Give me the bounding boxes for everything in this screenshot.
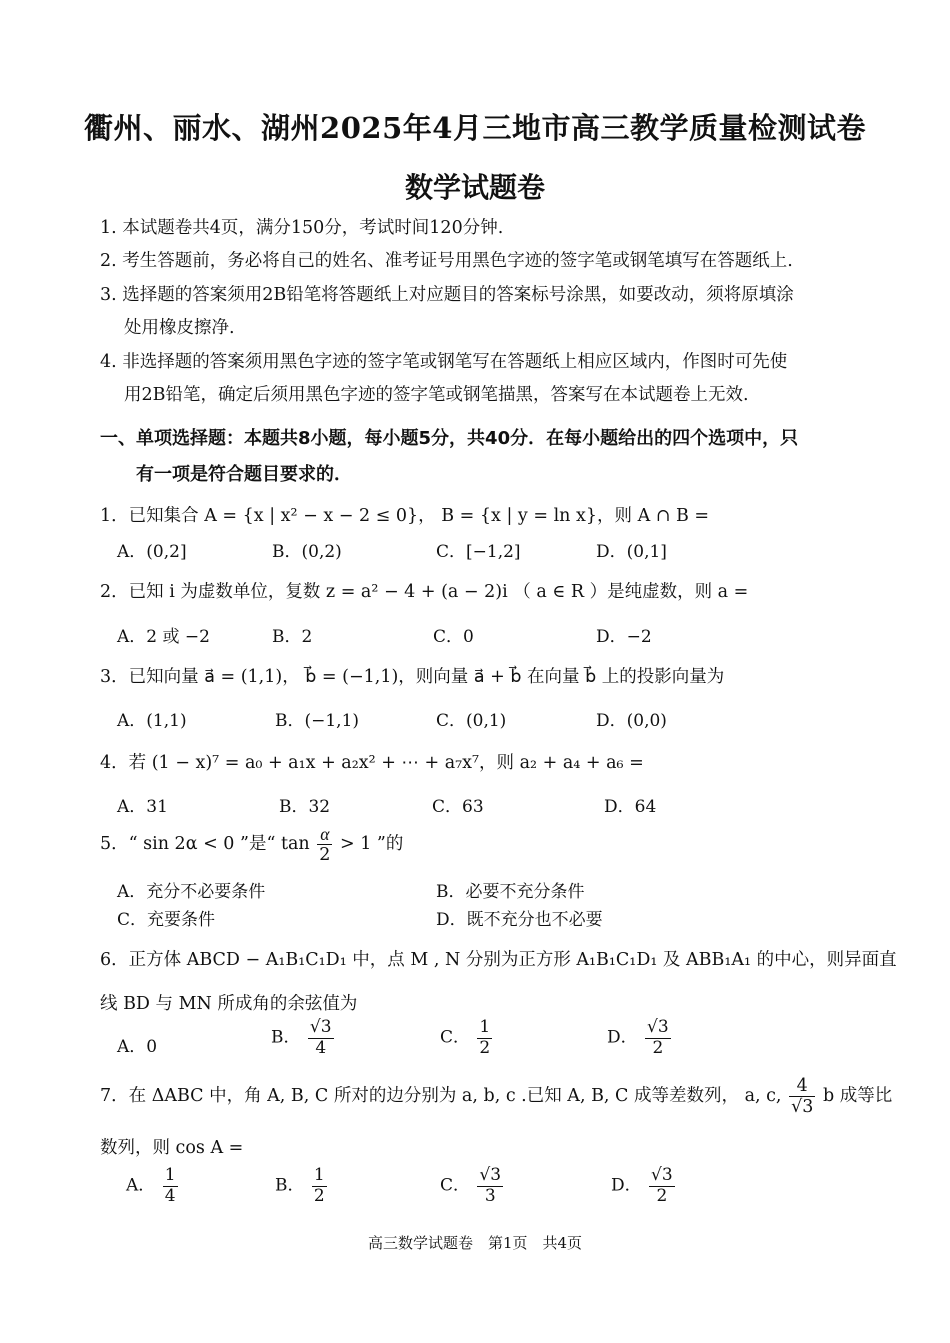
q5-option-d: D．既不充分也不必要 (436, 910, 603, 930)
q6-option-c (440, 1018, 494, 1058)
q7-option-a-den: 4 (164, 1185, 176, 1206)
q2-option-d: D．−2 (596, 627, 652, 647)
q6-option-c-fraction (477, 1018, 492, 1058)
q6-option-d-fraction (645, 1018, 671, 1058)
q4-option-a: A．31 (117, 797, 168, 817)
q7-stem-part-a: 7．在 ΔABC 中，角 A, B, C 所对的边分别为 a, b, c .已知 A, B, C 成等差数列， a, c, (100, 1086, 782, 1107)
q5-stem-part-a: 5．“ sin 2α < 0 ”是“ tan (100, 834, 310, 855)
q6-option-b-label: B． (271, 1027, 301, 1048)
q7-option-d-den: 2 (656, 1185, 668, 1206)
instruction-3: 3. 选择题的答案须用2B铅笔将答题纸上对应题目的答案标号涂黑，如要改动，须将原填涂 (100, 285, 794, 305)
question-7-stem (100, 1076, 892, 1117)
question-2-stem: 2．已知 i 为虚数单位，复数 z = a² − 4 + (a − 2)i （ a ∈ R ）是纯虚数，则 a = (100, 582, 749, 602)
q7-option-c-label: C． (440, 1175, 471, 1196)
instruction-1: 1. 本试题卷共4页，满分150分，考试时间120分钟. (100, 218, 504, 238)
q6-option-b (271, 1018, 336, 1058)
instruction-4: 4. 非选择题的答案须用黑色字迹的签字笔或钢笔写在答题纸上相应区域内，作图时可先使 (100, 352, 788, 372)
q7-fraction-num: 4 (789, 1076, 815, 1097)
q7-fraction (789, 1076, 815, 1117)
q6-option-d (607, 1018, 673, 1058)
q2-option-a: A．2 或 −2 (117, 627, 210, 647)
section-heading-cont: 有一项是符合题目要求的． (136, 464, 352, 485)
q7-option-a (126, 1166, 180, 1206)
q5-option-b: B．必要不充分条件 (436, 882, 585, 902)
q6-option-d-label: D． (607, 1027, 638, 1048)
q7-option-c (440, 1166, 505, 1206)
q7-option-d (611, 1166, 677, 1206)
q7-option-a-fraction (163, 1166, 178, 1206)
q7-option-c-fraction (477, 1166, 503, 1206)
q4-option-c: C．63 (432, 797, 484, 817)
q1-option-d: D．(0,1] (596, 542, 667, 562)
question-5-stem (100, 824, 403, 865)
q7-option-d-fraction (649, 1166, 675, 1206)
q1-option-a: A．(0,2] (117, 542, 187, 562)
q5-option-c: C．充要条件 (117, 910, 216, 930)
q7-option-b-den: 2 (313, 1185, 325, 1206)
q6-option-b-num: √3 (309, 1017, 332, 1037)
q6-option-a: A．0 (117, 1037, 158, 1057)
q7-option-c-num: √3 (479, 1165, 502, 1185)
q4-option-b: B．32 (279, 797, 331, 817)
page-title: 衢州、丽水、湖州2025年4月三地市高三教学质量检测试卷 (84, 111, 866, 145)
question-1-stem: 1．已知集合 A = {x | x² − x − 2 ≤ 0}， B = {x | y = ln x}，则 A ∩ B = (100, 506, 710, 526)
q5-fraction-num: α (317, 824, 332, 845)
instruction-2: 2. 考生答题前，务必将自己的姓名、准考证号用黑色字迹的签字笔或钢笔填写在答题纸上. (100, 251, 793, 271)
q7-stem-part-b: b 成等比 (822, 1086, 893, 1107)
page-subtitle: 数学试题卷 (404, 171, 545, 204)
q7-option-a-label: A． (126, 1175, 156, 1196)
q7-option-a-num: 1 (164, 1165, 176, 1185)
q3-option-a: A．(1,1) (117, 711, 187, 731)
q6-option-d-num: √3 (647, 1017, 669, 1037)
instruction-3-cont: 处用橡皮擦净. (124, 318, 235, 338)
instruction-4-cont: 用2B铅笔，确定后须用黑色字迹的签字笔或钢笔描黑，答案写在本试题卷上无效. (124, 385, 749, 405)
section-heading: 一、单项选择题：本题共8小题，每小题5分，共40分．在每小题给出的四个选项中，只 (100, 428, 799, 449)
q2-option-c: C．0 (433, 627, 474, 647)
q6-option-b-den: 4 (315, 1037, 327, 1058)
q2-option-b: B．2 (272, 627, 313, 647)
q7-fraction-den: √3 (791, 1097, 814, 1118)
page-footer: 高三数学试题卷 第1页 共4页 (367, 1234, 583, 1252)
q1-option-c: C．[−1,2] (436, 542, 521, 562)
q3-option-b: B．(−1,1) (275, 711, 360, 731)
q5-stem-part-b: > 1 ”的 (339, 834, 404, 855)
question-7-stem-cont: 数列，则 cos A = (100, 1138, 244, 1158)
q7-option-b-num: 1 (313, 1165, 325, 1185)
q6-option-d-den: 2 (652, 1037, 664, 1058)
q6-option-c-label: C． (440, 1027, 471, 1048)
question-4-stem: 4．若 (1 − x)⁷ = a₀ + a₁x + a₂x² + ⋯ + a₇x⁷，则 a₂ + a₄ + a₆ = (100, 753, 644, 773)
q3-option-c: C．(0,1) (436, 711, 507, 731)
q7-option-b-label: B． (275, 1175, 305, 1196)
question-3-stem: 3．已知向量 a⃗ = (1,1)， b⃗ = (−1,1)，则向量 a⃗ + b⃗ 在向量 b⃗ 上的投影向量为 (100, 667, 725, 687)
q7-option-c-den: 3 (484, 1185, 496, 1206)
q1-option-b: B．(0,2) (272, 542, 342, 562)
q7-option-b-fraction (312, 1166, 327, 1206)
q7-option-d-num: √3 (651, 1165, 673, 1185)
q4-option-d: D．64 (604, 797, 657, 817)
question-6-stem-cont: 线 BD 与 MN 所成角的余弦值为 (100, 994, 358, 1014)
q6-option-c-num: 1 (479, 1017, 491, 1037)
q5-fraction-den: 2 (319, 845, 331, 866)
q3-option-d: D．(0,0) (596, 711, 667, 731)
q5-option-a: A．充分不必要条件 (117, 882, 266, 902)
question-6-stem: 6．正方体 ABCD − A₁B₁C₁D₁ 中，点 M , N 分别为正方形 A₁B₁C₁D₁ 及 ABB₁A₁ 的中心，则异面直 (100, 950, 897, 970)
q5-fraction (317, 824, 332, 865)
q6-option-b-fraction (308, 1018, 334, 1058)
q7-option-d-label: D． (611, 1175, 642, 1196)
q7-option-b (275, 1166, 329, 1206)
q6-option-c-den: 2 (479, 1037, 491, 1058)
